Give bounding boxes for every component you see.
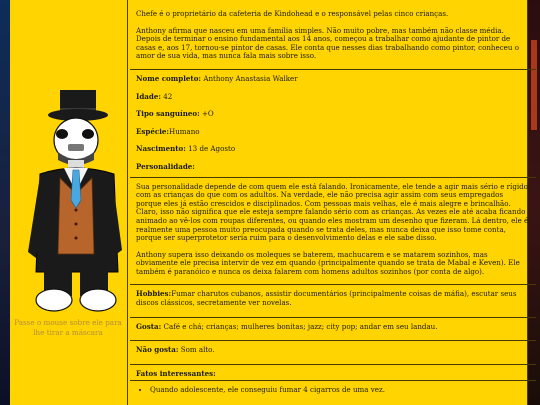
field-likes	[136, 323, 530, 332]
species-label: Espécie:	[136, 126, 170, 136]
personality-paragraph-2: Anthony supera isso deixando os moleques se baterem, machucarem e se matarem sozinhos, mas obviamente ele precisa intervir de vez em quando (principalmente quando se trata de Mabal e Keven). Ele também é paranóico e nunca os deixa falarem com homens adultos sozinhos (por conta de algo).	[136, 249, 520, 276]
backstory-paragraph: Anthony afirma que nasceu em uma família simples. Não muito pobre, mas também não classe média. Depois de terminar o ensino fundamental aos 14 anos, começou a trabalhar como ajudante de pintor de casas e, aos 17, tornou-se pintor de casas. Ele conta que nesses dias trabalhando como pintor, conheceu o amor de sua vida, mas nunca fala mais sobre isso.	[136, 25, 519, 61]
personality-paragraph: Sua personalidade depende de com quem ele está falando. Ironicamente, ele tende a agir mais sério e rígido com as crianças do que com os adultos. Na verdade, ele não precisa agir assim com seus empregados porque eles já estão crescidos e disciplinados. Com pessoas mais velhas, ele é mais alegre e brincalhão. Claro, isso não significa que ele esteja sempre falando sério com as crianças. As vezes ele até acaba ficando animado ao vê-los com roupas diferentes, ou quando eles mostram um desenho que fizeram. Lá dentro, ele é realmente uma pessoa muito preocupada quando se trata deles, mas nunca deixa que isso tome conta, porque ser superprotetor seria ruim para o desenvolvimento delas e ele sabe disso.	[136, 181, 529, 243]
character-portrait[interactable]	[22, 82, 122, 314]
dislikes-value: Som alto.	[178, 345, 215, 355]
blood-type-label: Tipo sanguíneo:	[136, 109, 200, 119]
full-name-value: Anthony Anastasia Walker	[201, 73, 298, 83]
field-dislikes	[136, 346, 530, 355]
birth-label: Nascimento:	[136, 144, 186, 154]
column-divider	[127, 0, 128, 405]
field-personality	[136, 163, 530, 172]
field-blood-type	[136, 110, 530, 119]
fact-item: • Quando adolescente, ele conseguiu fumar 4 cigarros de uma vez.	[150, 386, 530, 395]
separator	[130, 69, 536, 70]
birth-value: 13 de Agosto	[185, 144, 236, 154]
separator	[130, 340, 536, 341]
hobbies-value: Fumar charutos cubanos, assistir documentários (principalmente coisas de máfia), escutar seus discos clássicos, secretamente ver novelas.	[136, 289, 517, 308]
intro-paragraph: Chefe é o proprietário da cafeteria de Kindohead e o responsável pelas cinco crianças.	[136, 9, 449, 18]
separator	[130, 284, 536, 285]
field-full-name	[136, 75, 530, 84]
likes-value: Café e chá; crianças; mulheres bonitas; jazz; city pop; andar em seu landau.	[161, 321, 438, 331]
facts-list	[136, 386, 530, 395]
separator	[130, 317, 536, 318]
age-label: Idade:	[136, 91, 161, 101]
species-value: Humano	[169, 126, 200, 136]
dislikes-label: Não gosta:	[136, 345, 179, 355]
field-species	[136, 128, 530, 137]
portrait-column	[10, 0, 126, 405]
portrait-hint: Passe o mouse sobre ele para lhe tirar a máscara	[14, 318, 122, 337]
profile-panel	[10, 0, 528, 405]
facts-label: Fatos interessantes:	[136, 368, 216, 378]
blood-type-value: +O	[199, 109, 214, 119]
full-name-label: Nome completo:	[136, 73, 202, 83]
separator	[130, 380, 536, 381]
hobbies-label: Hobbies:	[136, 289, 172, 299]
field-birth	[136, 145, 530, 154]
field-hobbies	[136, 290, 530, 307]
likes-label: Gosta:	[136, 321, 162, 331]
separator	[130, 177, 536, 178]
field-facts	[136, 370, 530, 379]
profile-content	[136, 10, 530, 395]
field-age	[136, 93, 530, 102]
background-left	[0, 0, 10, 405]
separator	[130, 364, 536, 365]
personality-label: Personalidade:	[136, 161, 195, 171]
age-value: 42	[160, 91, 173, 101]
